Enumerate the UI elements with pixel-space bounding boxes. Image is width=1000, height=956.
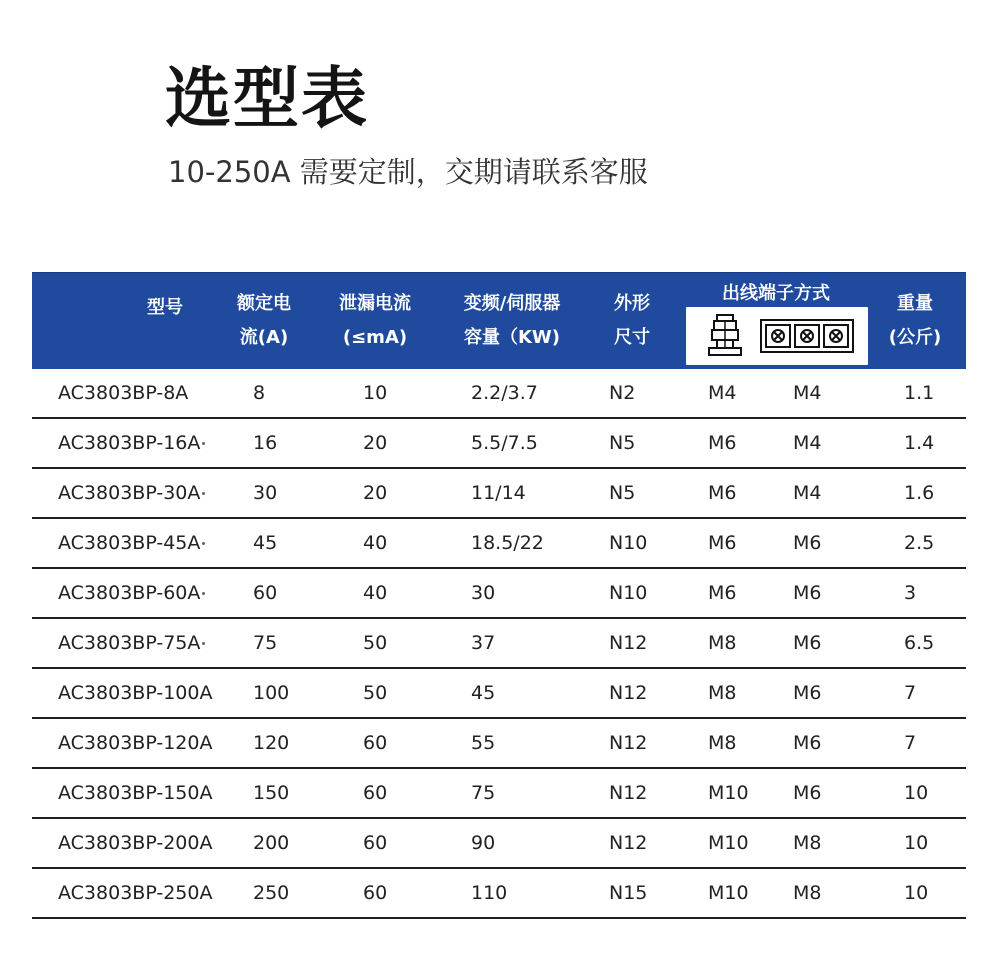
current-cell: 100 <box>253 682 290 704</box>
separator-dot <box>202 542 205 545</box>
size-cell: N15 <box>609 882 648 904</box>
weight-cell: 10 <box>904 782 929 804</box>
table-row <box>32 369 966 419</box>
table-row <box>32 869 966 919</box>
table-body <box>32 369 966 919</box>
leakage-cell: 60 <box>363 882 388 904</box>
leakage-cell: 60 <box>363 732 388 754</box>
capacity-cell: 75 <box>471 782 496 804</box>
terminal-cell-1: M6 <box>708 432 737 454</box>
model-cell: AC3803BP-150A <box>58 782 213 804</box>
model-cell: AC3803BP-200A <box>58 832 213 854</box>
weight-cell: 1.1 <box>904 382 935 404</box>
model-cell: AC3803BP-100A <box>58 682 213 704</box>
terminal-cell-2: M4 <box>793 482 822 504</box>
size-cell: N12 <box>609 632 648 654</box>
current-cell: 75 <box>253 632 278 654</box>
separator-dot <box>202 642 205 645</box>
terminal-cell-1: M6 <box>708 532 737 554</box>
table-row <box>32 419 966 469</box>
table-row <box>32 519 966 569</box>
terminal-cell-1: M8 <box>708 732 737 754</box>
separator-dot <box>202 492 205 495</box>
model-cell: AC3803BP-120A <box>58 732 213 754</box>
leakage-cell: 10 <box>363 382 388 404</box>
header-current: 额定电 流(A) <box>237 293 291 348</box>
weight-cell: 2.5 <box>904 532 935 554</box>
model-cell: AC3803BP-75A <box>58 619 205 667</box>
table-row <box>32 619 966 669</box>
page-title: 选型表 <box>165 60 369 137</box>
size-cell: N12 <box>609 682 648 704</box>
capacity-cell: 110 <box>471 882 508 904</box>
leakage-cell: 50 <box>363 682 388 704</box>
size-cell: N10 <box>609 532 648 554</box>
terminal-cell-1: M10 <box>708 832 749 854</box>
capacity-cell: 45 <box>471 682 496 704</box>
terminal-cell-2: M8 <box>793 882 822 904</box>
header-terminal: 出线端子方式 <box>722 283 830 304</box>
leakage-cell: 20 <box>363 482 388 504</box>
capacity-cell: 18.5/22 <box>471 532 544 554</box>
terminal-cell-1: M8 <box>708 682 737 704</box>
weight-cell: 7 <box>904 732 917 754</box>
page-subtitle: 10-250A 需要定制，交期请联系客服 <box>168 155 648 189</box>
terminal-cell-1: M6 <box>708 582 737 604</box>
weight-cell: 10 <box>904 832 929 854</box>
terminal-cell-2: M4 <box>793 432 822 454</box>
current-cell: 250 <box>253 882 290 904</box>
terminal-cell-2: M4 <box>793 382 822 404</box>
current-cell: 8 <box>253 382 266 404</box>
terminal-cell-2: M6 <box>793 732 822 754</box>
capacity-cell: 2.2/3.7 <box>471 382 538 404</box>
leakage-cell: 60 <box>363 832 388 854</box>
current-cell: 60 <box>253 582 278 604</box>
table-row <box>32 719 966 769</box>
model-cell: AC3803BP-250A <box>58 882 213 904</box>
size-cell: N5 <box>609 482 636 504</box>
size-cell: N12 <box>609 832 648 854</box>
table-row <box>32 469 966 519</box>
model-cell: AC3803BP-30A <box>58 469 205 517</box>
table-row <box>32 569 966 619</box>
weight-cell: 1.6 <box>904 482 935 504</box>
capacity-cell: 11/14 <box>471 482 526 504</box>
model-cell: AC3803BP-16A <box>58 419 205 467</box>
terminal-cell-1: M10 <box>708 882 749 904</box>
terminal-cell-2: M6 <box>793 582 822 604</box>
current-cell: 45 <box>253 532 278 554</box>
capacity-cell: 30 <box>471 582 496 604</box>
size-cell: N12 <box>609 782 648 804</box>
header-size: 外形 尺寸 <box>614 293 650 348</box>
weight-cell: 10 <box>904 882 929 904</box>
leakage-cell: 60 <box>363 782 388 804</box>
separator-dot <box>202 442 205 445</box>
header-model: 型号 <box>147 297 183 318</box>
terminal-cell-2: M8 <box>793 832 822 854</box>
current-cell: 120 <box>253 732 290 754</box>
model-cell: AC3803BP-60A <box>58 569 205 617</box>
capacity-cell: 90 <box>471 832 496 854</box>
leakage-cell: 40 <box>363 532 388 554</box>
leakage-cell: 20 <box>363 432 388 454</box>
terminal-cell-1: M10 <box>708 782 749 804</box>
weight-cell: 7 <box>904 682 917 704</box>
size-cell: N5 <box>609 432 636 454</box>
size-cell: N10 <box>609 582 648 604</box>
table-row <box>32 769 966 819</box>
weight-cell: 6.5 <box>904 632 935 654</box>
terminal-block-icon <box>760 319 854 353</box>
terminal-cell-1: M4 <box>708 382 737 404</box>
terminal-cell-2: M6 <box>793 532 822 554</box>
table-header <box>32 272 966 369</box>
leakage-cell: 40 <box>363 582 388 604</box>
weight-cell: 3 <box>904 582 917 604</box>
capacity-cell: 5.5/7.5 <box>471 432 538 454</box>
header-leakage: 泄漏电流 (≤mA) <box>339 293 411 348</box>
header-capacity: 变频/伺服器 容量（KW) <box>463 293 561 348</box>
table-row <box>32 819 966 869</box>
leakage-cell: 50 <box>363 632 388 654</box>
current-cell: 200 <box>253 832 290 854</box>
terminal-post-icon <box>706 313 744 359</box>
table-row <box>32 669 966 719</box>
terminal-cell-2: M6 <box>793 782 822 804</box>
terminal-cell-2: M6 <box>793 682 822 704</box>
header-weight: 重量 (公斤) <box>888 293 942 348</box>
model-cell: AC3803BP-45A <box>58 519 205 567</box>
size-cell: N12 <box>609 732 648 754</box>
model-cell: AC3803BP-8A <box>58 382 189 404</box>
current-cell: 30 <box>253 482 278 504</box>
terminal-illustration <box>686 307 868 365</box>
terminal-cell-2: M6 <box>793 632 822 654</box>
separator-dot <box>202 592 205 595</box>
capacity-cell: 55 <box>471 732 496 754</box>
current-cell: 16 <box>253 432 278 454</box>
capacity-cell: 37 <box>471 632 496 654</box>
selection-table <box>32 272 966 919</box>
terminal-cell-1: M8 <box>708 632 737 654</box>
terminal-cell-1: M6 <box>708 482 737 504</box>
current-cell: 150 <box>253 782 290 804</box>
size-cell: N2 <box>609 382 636 404</box>
weight-cell: 1.4 <box>904 432 935 454</box>
